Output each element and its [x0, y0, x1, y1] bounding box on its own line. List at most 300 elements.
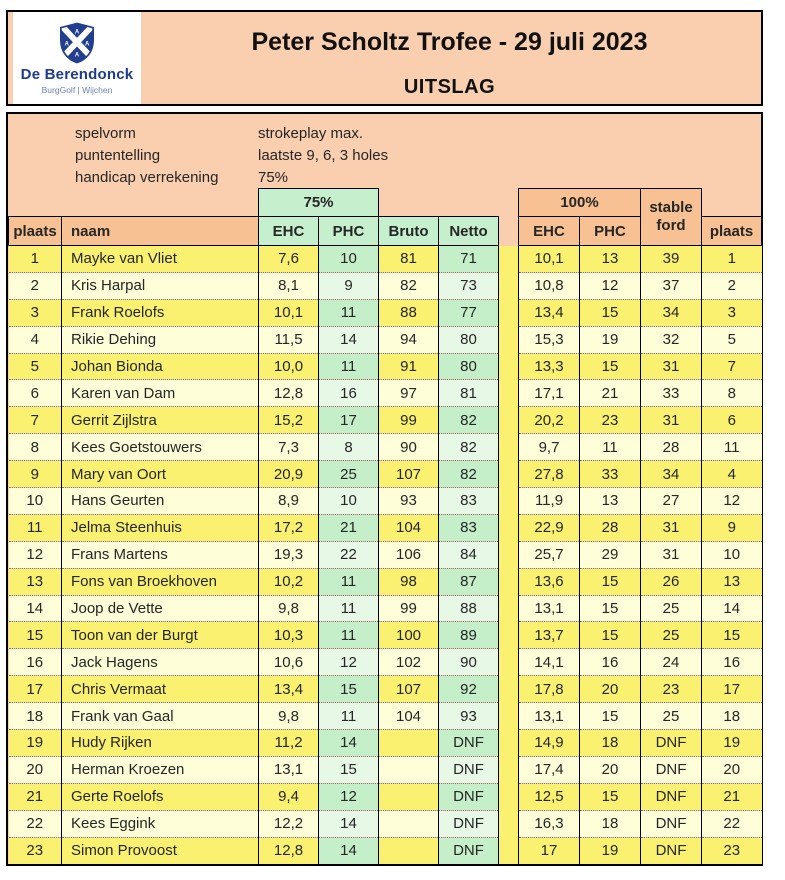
player-name-cell: Gerrit Zijlstra [62, 407, 259, 434]
stableford-cell: 25 [641, 595, 702, 622]
phc-100-cell: 20 [580, 756, 641, 783]
ehc-100-cell: 17,4 [519, 756, 580, 783]
netto-cell: 82 [439, 434, 499, 461]
stableford-cell: 37 [641, 272, 702, 299]
rank-right-cell: 11 [702, 434, 762, 461]
player-name-cell: Frank Roelofs [62, 299, 259, 326]
ehc-100-cell: 22,9 [519, 514, 580, 541]
ehc-75-cell: 10,6 [259, 649, 319, 676]
netto-cell: 80 [439, 326, 499, 353]
phc-75-cell: 22 [319, 541, 379, 568]
phc-75-cell: 21 [319, 514, 379, 541]
player-name-cell: Hans Geurten [62, 488, 259, 515]
club-name: De Berendonck [20, 65, 134, 83]
ehc-75-cell: 12,8 [259, 380, 319, 407]
bruto-cell: 102 [379, 649, 439, 676]
table-row [9, 730, 762, 757]
ehc-75-cell: 7,3 [259, 434, 319, 461]
netto-cell: 83 [439, 488, 499, 515]
rank-right-cell: 7 [702, 353, 762, 380]
netto-cell: 93 [439, 703, 499, 730]
spacer-cell [499, 783, 519, 810]
stableford-cell: DNF [641, 837, 702, 864]
bruto-cell: 99 [379, 595, 439, 622]
player-name-cell: Jack Hagens [62, 649, 259, 676]
bruto-cell [379, 730, 439, 757]
netto-cell: 88 [439, 595, 499, 622]
info-value: 75% [258, 169, 289, 186]
column-header-plaats-left: plaats [9, 217, 62, 246]
bruto-cell: 107 [379, 676, 439, 703]
ehc-100-cell: 13,6 [519, 568, 580, 595]
table-row [9, 837, 762, 864]
club-tagline: BurgGolf | Wijchen [41, 84, 113, 95]
player-name-cell: Kris Harpal [62, 272, 259, 299]
page-title: Peter Scholtz Trofee - 29 juli 2023 [251, 28, 648, 56]
bruto-cell [379, 783, 439, 810]
info-value: laatste 9, 6, 3 holes [258, 147, 389, 164]
rank-left-cell: 10 [9, 488, 62, 515]
player-name-cell: Jelma Steenhuis [62, 514, 259, 541]
ehc-75-cell: 20,9 [259, 461, 319, 488]
phc-100-cell: 12 [580, 272, 641, 299]
phc-100-cell: 28 [580, 514, 641, 541]
rank-right-cell: 12 [702, 488, 762, 515]
stableford-cell: 27 [641, 488, 702, 515]
player-name-cell: Simon Provoost [62, 837, 259, 864]
stableford-cell: DNF [641, 810, 702, 837]
table-row [9, 649, 762, 676]
ehc-100-cell: 15,3 [519, 326, 580, 353]
stableford-cell: 34 [641, 461, 702, 488]
info-label: puntentelling [75, 147, 161, 164]
spacer-cell [499, 353, 519, 380]
phc-75-cell: 14 [319, 810, 379, 837]
group-header-75: 75% [259, 189, 379, 217]
phc-75-cell: 17 [319, 407, 379, 434]
club-shield-icon [60, 22, 94, 64]
spacer-cell [499, 541, 519, 568]
bruto-cell: 106 [379, 541, 439, 568]
netto-cell: 77 [439, 299, 499, 326]
rank-left-cell: 4 [9, 326, 62, 353]
ehc-100-cell: 17,8 [519, 676, 580, 703]
phc-75-cell: 11 [319, 622, 379, 649]
ehc-75-cell: 15,2 [259, 407, 319, 434]
spacer-cell [499, 407, 519, 434]
spacer [499, 189, 519, 217]
bruto-cell [379, 837, 439, 864]
stableford-cell: 34 [641, 299, 702, 326]
spacer [499, 217, 519, 246]
phc-100-cell: 23 [580, 407, 641, 434]
player-name-cell: Gerte Roelofs [62, 783, 259, 810]
spacer-cell [499, 461, 519, 488]
spacer-cell [499, 326, 519, 353]
spacer-cell [499, 622, 519, 649]
rank-right-cell: 3 [702, 299, 762, 326]
ehc-75-cell: 9,4 [259, 783, 319, 810]
ehc-75-cell: 10,0 [259, 353, 319, 380]
phc-75-cell: 11 [319, 703, 379, 730]
ehc-75-cell: 19,3 [259, 541, 319, 568]
phc-75-cell: 10 [319, 246, 379, 273]
rank-left-cell: 14 [9, 595, 62, 622]
ehc-75-cell: 9,8 [259, 595, 319, 622]
phc-75-cell: 14 [319, 837, 379, 864]
player-name-cell: Herman Kroezen [62, 756, 259, 783]
stableford-cell: DNF [641, 730, 702, 757]
bruto-cell: 107 [379, 461, 439, 488]
stableford-cell: 24 [641, 649, 702, 676]
stableford-cell: 39 [641, 246, 702, 273]
ehc-100-cell: 10,1 [519, 246, 580, 273]
stableford-label-top: stable [649, 199, 693, 216]
bruto-cell: 97 [379, 380, 439, 407]
page-subtitle: UITSLAG [403, 76, 496, 98]
ehc-75-cell: 9,8 [259, 703, 319, 730]
phc-100-cell: 11 [580, 434, 641, 461]
stableford-cell: 31 [641, 353, 702, 380]
column-header-netto: Netto [439, 217, 499, 246]
phc-100-cell: 19 [580, 326, 641, 353]
phc-100-cell: 15 [580, 299, 641, 326]
bruto-cell: 98 [379, 568, 439, 595]
info-label: spelvorm [75, 125, 136, 142]
ehc-100-cell: 13,3 [519, 353, 580, 380]
table-row [9, 568, 762, 595]
phc-100-cell: 15 [580, 568, 641, 595]
netto-cell: DNF [439, 837, 499, 864]
player-name-cell: Chris Vermaat [62, 676, 259, 703]
table-row [9, 407, 762, 434]
phc-75-cell: 14 [319, 730, 379, 757]
phc-75-cell: 9 [319, 272, 379, 299]
rank-right-cell: 18 [702, 703, 762, 730]
rank-left-cell: 7 [9, 407, 62, 434]
ehc-75-cell: 11,2 [259, 730, 319, 757]
rank-left-cell: 18 [9, 703, 62, 730]
bruto-cell: 94 [379, 326, 439, 353]
ehc-100-cell: 16,3 [519, 810, 580, 837]
ehc-100-cell: 9,7 [519, 434, 580, 461]
spacer-cell [499, 434, 519, 461]
bruto-cell: 91 [379, 353, 439, 380]
rank-left-cell: 15 [9, 622, 62, 649]
bruto-cell: 82 [379, 272, 439, 299]
table-row [9, 676, 762, 703]
player-name-cell: Karen van Dam [62, 380, 259, 407]
rank-left-cell: 1 [9, 246, 62, 273]
ehc-75-cell: 12,8 [259, 837, 319, 864]
phc-100-cell: 15 [580, 703, 641, 730]
table-row [9, 622, 762, 649]
netto-cell: 81 [439, 380, 499, 407]
ehc-75-cell: 13,4 [259, 676, 319, 703]
spacer-cell [499, 514, 519, 541]
rank-right-cell: 19 [702, 730, 762, 757]
ehc-75-cell: 10,3 [259, 622, 319, 649]
ehc-100-cell: 13,7 [519, 622, 580, 649]
svg-text:A: A [74, 29, 80, 36]
phc-75-cell: 11 [319, 299, 379, 326]
netto-cell: 83 [439, 514, 499, 541]
phc-75-cell: 11 [319, 353, 379, 380]
rank-left-cell: 6 [9, 380, 62, 407]
phc-100-cell: 20 [580, 676, 641, 703]
bruto-cell: 93 [379, 488, 439, 515]
phc-75-cell: 11 [319, 568, 379, 595]
stableford-cell: 26 [641, 568, 702, 595]
rank-left-cell: 21 [9, 783, 62, 810]
spacer-cell [499, 810, 519, 837]
ehc-100-cell: 11,9 [519, 488, 580, 515]
table-row [9, 326, 762, 353]
ehc-100-cell: 25,7 [519, 541, 580, 568]
results-table [8, 188, 762, 864]
ehc-75-cell: 13,1 [259, 756, 319, 783]
phc-100-cell: 16 [580, 649, 641, 676]
spacer-cell [499, 488, 519, 515]
column-header-ehc-100: EHC [519, 217, 580, 246]
svg-text:A: A [85, 41, 90, 48]
stableford-cell: 31 [641, 514, 702, 541]
player-name-cell: Mary van Oort [62, 461, 259, 488]
ehc-75-cell: 17,2 [259, 514, 319, 541]
phc-100-cell: 15 [580, 622, 641, 649]
stableford-cell: 31 [641, 407, 702, 434]
ehc-100-cell: 13,1 [519, 595, 580, 622]
column-header-phc-100: PHC [580, 217, 641, 246]
column-header-ehc-75: EHC [259, 217, 319, 246]
results-sheet [6, 112, 763, 866]
player-name-cell: Frans Martens [62, 541, 259, 568]
netto-cell: 90 [439, 649, 499, 676]
rank-left-cell: 8 [9, 434, 62, 461]
rank-right-cell: 10 [702, 541, 762, 568]
phc-75-cell: 15 [319, 676, 379, 703]
netto-cell: 71 [439, 246, 499, 273]
player-name-cell: Kees Eggink [62, 810, 259, 837]
netto-cell: 82 [439, 461, 499, 488]
table-row [9, 595, 762, 622]
column-header-phc-75: PHC [319, 217, 379, 246]
svg-text:A: A [64, 41, 69, 48]
rank-left-cell: 17 [9, 676, 62, 703]
rank-left-cell: 2 [9, 272, 62, 299]
stableford-cell: 31 [641, 541, 702, 568]
ehc-75-cell: 10,2 [259, 568, 319, 595]
spacer-cell [499, 246, 519, 273]
rank-left-cell: 11 [9, 514, 62, 541]
bruto-cell: 99 [379, 407, 439, 434]
netto-cell: DNF [439, 756, 499, 783]
spacer [9, 189, 259, 217]
spacer-cell [499, 703, 519, 730]
netto-cell: DNF [439, 783, 499, 810]
ehc-75-cell: 12,2 [259, 810, 319, 837]
player-name-cell: Joop de Vette [62, 595, 259, 622]
rank-right-cell: 17 [702, 676, 762, 703]
phc-100-cell: 15 [580, 783, 641, 810]
bruto-cell: 90 [379, 434, 439, 461]
phc-75-cell: 14 [319, 326, 379, 353]
player-name-cell: Toon van der Burgt [62, 622, 259, 649]
netto-cell: 80 [439, 353, 499, 380]
spacer-cell [499, 272, 519, 299]
phc-75-cell: 16 [319, 380, 379, 407]
spacer-cell [499, 756, 519, 783]
netto-cell: 84 [439, 541, 499, 568]
ehc-100-cell: 27,8 [519, 461, 580, 488]
spacer-cell [499, 837, 519, 864]
stableford-cell: DNF [641, 756, 702, 783]
table-row [9, 299, 762, 326]
ehc-100-cell: 17,1 [519, 380, 580, 407]
rank-left-cell: 22 [9, 810, 62, 837]
spacer-cell [499, 299, 519, 326]
ehc-100-cell: 13,4 [519, 299, 580, 326]
stableford-cell: DNF [641, 783, 702, 810]
table-row [9, 246, 762, 273]
player-name-cell: Kees Goetstouwers [62, 434, 259, 461]
bruto-cell: 100 [379, 622, 439, 649]
player-name-cell: Johan Bionda [62, 353, 259, 380]
bruto-cell [379, 810, 439, 837]
ehc-100-cell: 14,9 [519, 730, 580, 757]
rank-right-cell: 21 [702, 783, 762, 810]
table-row [9, 380, 762, 407]
club-logo [13, 12, 141, 104]
bruto-cell: 104 [379, 703, 439, 730]
info-value: strokeplay max. [258, 125, 364, 142]
ehc-100-cell: 12,5 [519, 783, 580, 810]
player-name-cell: Fons van Broekhoven [62, 568, 259, 595]
rank-right-cell: 2 [702, 272, 762, 299]
rank-right-cell: 4 [702, 461, 762, 488]
table-row [9, 703, 762, 730]
svg-text:A: A [74, 52, 80, 59]
spacer-cell [499, 649, 519, 676]
rank-right-cell: 1 [702, 246, 762, 273]
phc-100-cell: 33 [580, 461, 641, 488]
netto-cell: 92 [439, 676, 499, 703]
rank-left-cell: 20 [9, 756, 62, 783]
rank-left-cell: 19 [9, 730, 62, 757]
info-row [75, 167, 761, 189]
ehc-100-cell: 17 [519, 837, 580, 864]
phc-75-cell: 11 [319, 595, 379, 622]
netto-cell: 82 [439, 407, 499, 434]
netto-cell: 87 [439, 568, 499, 595]
phc-100-cell: 21 [580, 380, 641, 407]
phc-75-cell: 10 [319, 488, 379, 515]
table-row [9, 434, 762, 461]
phc-100-cell: 15 [580, 595, 641, 622]
table-row [9, 756, 762, 783]
spacer [379, 189, 499, 217]
rank-right-cell: 9 [702, 514, 762, 541]
stableford-label-bottom: ford [656, 217, 686, 234]
spacer-cell [499, 380, 519, 407]
ehc-75-cell: 8,9 [259, 488, 319, 515]
info-row [75, 145, 761, 167]
tournament-info [8, 114, 761, 188]
header-banner [6, 10, 763, 106]
rank-right-cell: 22 [702, 810, 762, 837]
rank-right-cell: 5 [702, 326, 762, 353]
phc-75-cell: 15 [319, 756, 379, 783]
phc-75-cell: 12 [319, 783, 379, 810]
rank-left-cell: 23 [9, 837, 62, 864]
column-header-stableford [641, 189, 702, 246]
ehc-75-cell: 8,1 [259, 272, 319, 299]
stableford-cell: 25 [641, 622, 702, 649]
ehc-100-cell: 13,1 [519, 703, 580, 730]
ehc-75-cell: 11,5 [259, 326, 319, 353]
column-header-bruto: Bruto [379, 217, 439, 246]
player-name-cell: Rikie Dehing [62, 326, 259, 353]
phc-100-cell: 19 [580, 837, 641, 864]
rank-left-cell: 13 [9, 568, 62, 595]
rank-right-cell: 23 [702, 837, 762, 864]
column-header-naam: naam [62, 217, 259, 246]
ehc-100-cell: 20,2 [519, 407, 580, 434]
phc-100-cell: 18 [580, 810, 641, 837]
table-row [9, 514, 762, 541]
table-row [9, 353, 762, 380]
table-row [9, 810, 762, 837]
phc-100-cell: 15 [580, 353, 641, 380]
bruto-cell [379, 756, 439, 783]
group-header-row [9, 189, 762, 217]
stableford-cell: 25 [641, 703, 702, 730]
rank-left-cell: 3 [9, 299, 62, 326]
rank-right-cell: 6 [702, 407, 762, 434]
rank-left-cell: 9 [9, 461, 62, 488]
rank-right-cell: 16 [702, 649, 762, 676]
info-row [75, 123, 761, 145]
table-row [9, 783, 762, 810]
phc-100-cell: 13 [580, 246, 641, 273]
netto-cell: DNF [439, 730, 499, 757]
bruto-cell: 81 [379, 246, 439, 273]
table-row [9, 541, 762, 568]
ehc-100-cell: 10,8 [519, 272, 580, 299]
netto-cell: 73 [439, 272, 499, 299]
spacer-cell [499, 676, 519, 703]
rank-right-cell: 14 [702, 595, 762, 622]
bruto-cell: 88 [379, 299, 439, 326]
phc-100-cell: 13 [580, 488, 641, 515]
ehc-100-cell: 14,1 [519, 649, 580, 676]
stableford-cell: 23 [641, 676, 702, 703]
phc-75-cell: 8 [319, 434, 379, 461]
phc-75-cell: 12 [319, 649, 379, 676]
rank-right-cell: 8 [702, 380, 762, 407]
table-row [9, 461, 762, 488]
rank-right-cell: 20 [702, 756, 762, 783]
phc-75-cell: 25 [319, 461, 379, 488]
info-label: handicap verrekening [75, 169, 219, 186]
stableford-cell: 32 [641, 326, 702, 353]
bruto-cell: 104 [379, 514, 439, 541]
spacer-cell [499, 730, 519, 757]
spacer-cell [499, 595, 519, 622]
spacer [702, 189, 762, 217]
phc-100-cell: 29 [580, 541, 641, 568]
phc-100-cell: 18 [580, 730, 641, 757]
